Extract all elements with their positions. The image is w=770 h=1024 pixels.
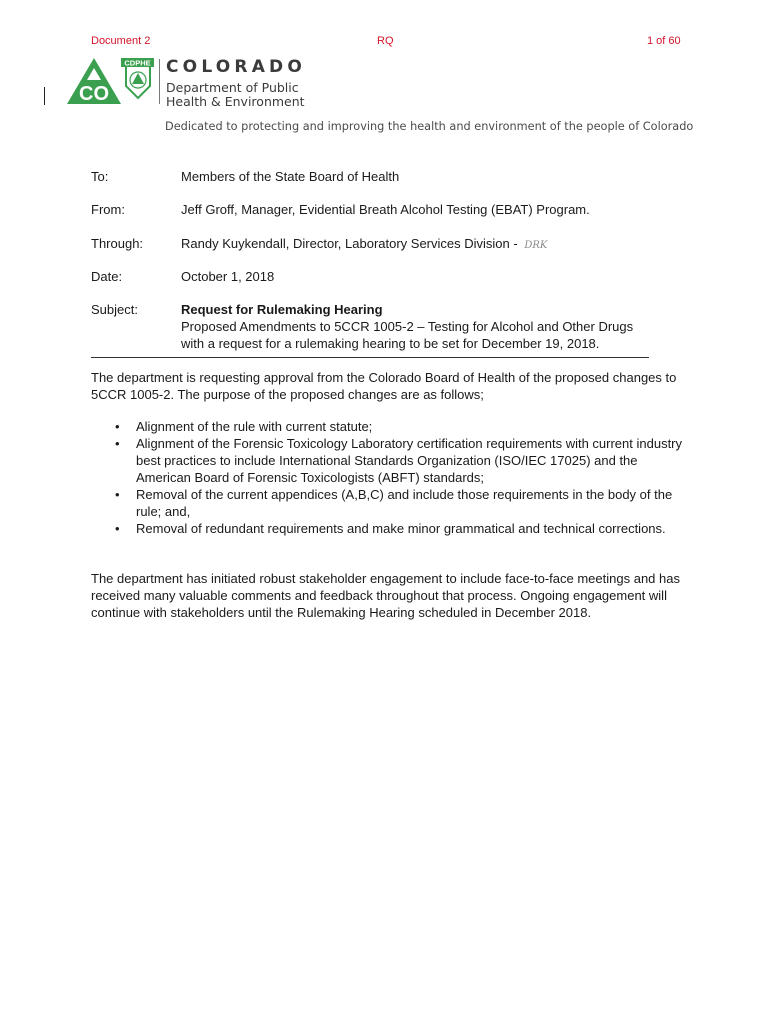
intro-paragraph: The department is requesting approval from the Colorado Board of Health of the proposed changes to 5CCR 1005-2. The purpose of the proposed changes are as follows;	[91, 370, 677, 402]
through-initials-signature: DRK	[524, 240, 548, 251]
header-document-label: Document 2	[91, 35, 151, 47]
header-page-count: 1 of 60	[647, 35, 681, 47]
cdphe-logo-icon	[66, 56, 154, 106]
to-value: Members of the State Board of Health	[181, 169, 400, 184]
date-label: Date:	[91, 269, 123, 284]
from-label: From:	[91, 202, 125, 217]
subject-label: Subject:	[91, 302, 138, 317]
logo-badge-text: CDPHE	[124, 58, 151, 68]
header-center-label: RQ	[377, 35, 394, 47]
logo-divider	[159, 59, 160, 104]
from-value: Jeff Groff, Manager, Evidential Breath Alcohol Testing (EBAT) Program.	[181, 202, 590, 217]
logo-dept-line2: Health & Environment	[166, 94, 305, 109]
through-value	[181, 236, 547, 251]
purpose-list	[115, 418, 695, 537]
subject-line3: with a request for a rulemaking hearing to be set for December 19, 2018.	[181, 336, 600, 351]
margin-change-bar	[44, 87, 45, 105]
list-item: • Removal of redundant requirements and make minor grammatical and technical corrections.	[115, 520, 695, 537]
subject-title: Request for Rulemaking Hearing	[181, 302, 383, 317]
logo-state-name: COLORADO	[166, 57, 307, 77]
list-item: • Alignment of the Forensic Toxicology Laboratory certification requirements with current industry best practices to include International Standards Organization (ISO/IEC 17025) and the American Board of Forensic Toxicologists (ABFT) standards;	[115, 435, 695, 486]
to-label: To:	[91, 169, 109, 184]
logo-tagline: Dedicated to protecting and improving the health and environment of the people of Colorado	[165, 120, 694, 133]
memo-divider	[91, 357, 649, 358]
list-item: • Removal of the current appendices (A,B,C) and include those requirements in the body of the rule; and,	[115, 486, 695, 520]
subject-line2: Proposed Amendments to 5CCR 1005-2 – Testing for Alcohol and Other Drugs	[181, 319, 634, 334]
through-label: Through:	[91, 236, 144, 251]
logo-co-text: CO	[79, 83, 109, 105]
through-text: Randy Kuykendall, Director, Laboratory Services Division -	[181, 236, 522, 251]
closing-paragraph: The department has initiated robust stakeholder engagement to include face-to-face meetings and has received many valuable comments and feedback throughout that process. Ongoing engagement will continue with stakeholders until the Rulemaking Hearing scheduled in December 2018.	[91, 571, 680, 620]
date-value: October 1, 2018	[181, 269, 275, 284]
logo-dept-line1: Department of Public	[166, 80, 299, 95]
list-item: • Alignment of the rule with current statute;	[115, 418, 695, 435]
